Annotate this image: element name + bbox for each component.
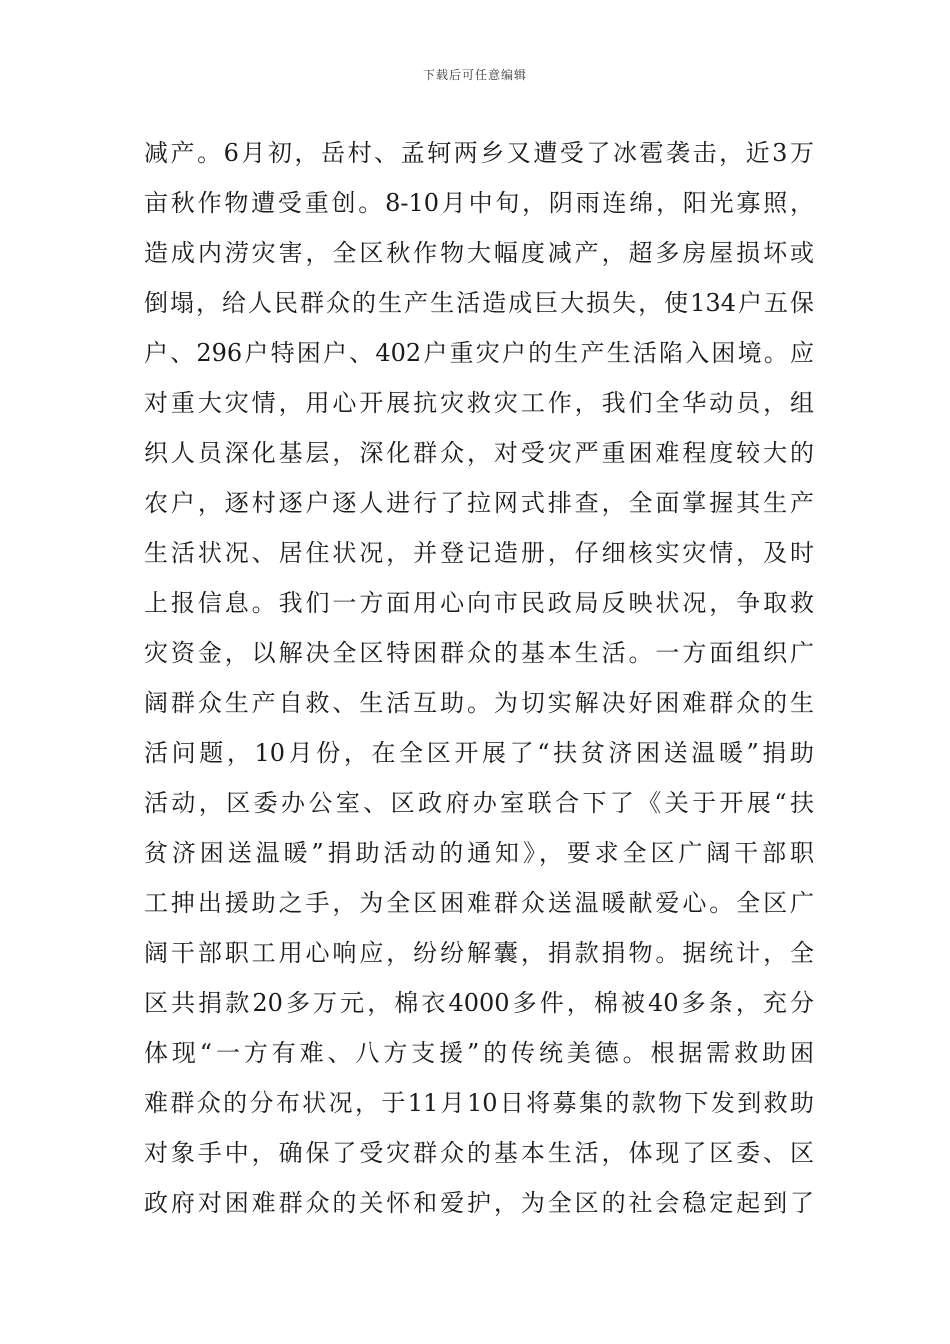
text-line: 阔干部职工用心响应，纷纷解囊，捐款捐物。据统计，全 — [144, 939, 814, 967]
text-line: 贫济困送温暖”捐助活动的通知》，要求全区广阔干部职 — [144, 839, 814, 867]
text-line: 对重大灾情，用心开展抗灾救灾工作，我们全华动员，组 — [144, 389, 814, 417]
body-text — [144, 128, 814, 1228]
text-line: 阔群众生产自救、生活互助。为切实解决好困难群众的生 — [144, 689, 814, 717]
text-line: 区共捐款20多万元，棉衣4000多件，棉被40多条，充分 — [144, 989, 814, 1017]
text-line: 生活状况、居住状况，并登记造册，仔细核实灾情，及时 — [144, 539, 814, 567]
text-line: 活动，区委办公室、区政府办室联合下了《关于开展“扶 — [144, 789, 814, 817]
text-line: 农户，逐村逐户逐人进行了拉网式排查，全面掌握其生产 — [144, 489, 814, 517]
text-line: 减产。6月初，岳村、孟轲两乡又遭受了冰雹袭击，近3万 — [144, 139, 814, 167]
header-note: 下载后可任意编辑 — [422, 68, 527, 82]
text-line: 灾资金，以解决全区特困群众的基本生活。一方面组织广 — [144, 639, 814, 667]
text-line: 体现“一方有难、八方支援”的传统美德。根据需救助困 — [144, 1039, 814, 1067]
text-line: 难群众的分布状况，于11月10日将募集的款物下发到救助 — [144, 1089, 814, 1117]
text-line: 户、296户特困户、402户重灾户的生产生活陷入困境。应 — [144, 339, 814, 367]
text-line: 工抻出援助之手，为全区困难群众送温暖献爱心。全区广 — [144, 889, 814, 917]
text-line: 上报信息。我们一方面用心向市民政局反映状况，争取救 — [144, 589, 814, 617]
text-line: 对象手中，确保了受灾群众的基本生活，体现了区委、区 — [144, 1139, 814, 1167]
text-line: 织人员深化基层，深化群众，对受灾严重困难程度较大的 — [144, 439, 814, 467]
text-line: 政府对困难群众的关怀和爱护，为全区的社会稳定起到了 — [144, 1189, 814, 1217]
text-line: 造成内涝灾害，全区秋作物大幅度减产，超多房屋损坏或 — [144, 239, 814, 267]
text-line: 活问题，10月份，在全区开展了“扶贫济困送温暖”捐助 — [144, 739, 814, 767]
text-line: 倒塌，给人民群众的生产生活造成巨大损失，使134户五保 — [144, 289, 814, 317]
text-line: 亩秋作物遭受重创。8-10月中旬，阴雨连绵，阳光寡照， — [144, 189, 814, 217]
